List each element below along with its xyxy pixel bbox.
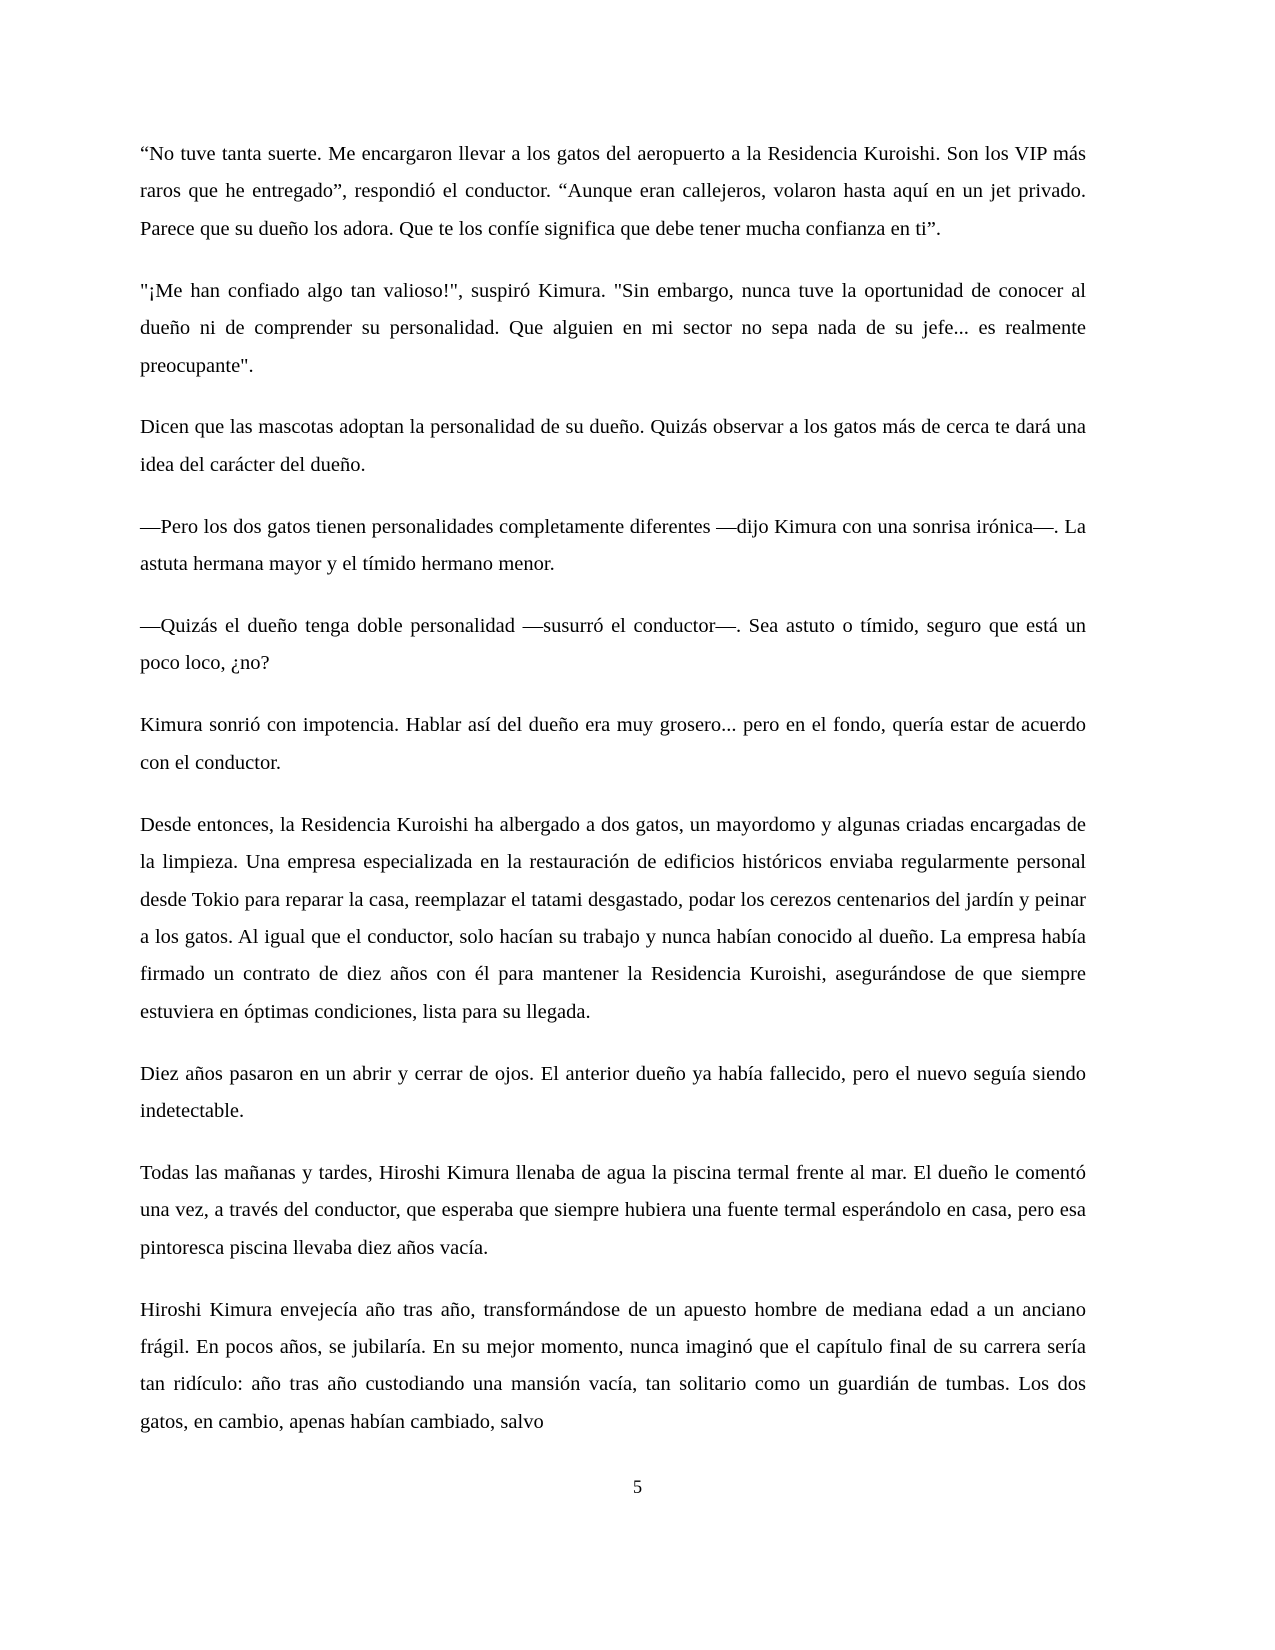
body-paragraph: —Quizás el dueño tenga doble personalidad —susurró el conductor—. Sea astuto o tímido, seguro que está un poco loco, ¿no?	[140, 615, 1086, 675]
body-paragraph: Hiroshi Kimura envejecía año tras año, transformándose de un apuesto hombre de mediana edad a un anciano frágil. En pocos años, se jubilaría. En su mejor momento, nunca imaginó que el capítulo final de su carrera sería tan ridículo: año tras año custodiando una mansión vacía, tan solitario como un guardián de tumbas. Los dos gatos, en cambio, apenas habían cambiado, salvo	[140, 1298, 1086, 1433]
body-paragraph: “No tuve tanta suerte. Me encargaron llevar a los gatos del aeropuerto a la Residencia Kuroishi. Son los VIP más raros que he entregado”, respondió el conductor. “Aunque eran callejeros, volaron hasta aquí en un jet privado. Parece que su dueño los adora. Que te los confíe significa que debe tener mucha confianza en ti”.	[140, 143, 1086, 240]
page-number: 5	[632, 1478, 643, 1498]
body-paragraph: Diez años pasaron en un abrir y cerrar de ojos. El anterior dueño ya había fallecido, pero el nuevo seguía siendo indetectable.	[140, 1062, 1086, 1123]
body-paragraph: —Pero los dos gatos tienen personalidades completamente diferentes —dijo Kimura con una sonrisa irónica—. La astuta hermana mayor y el tímido hermano menor.	[140, 515, 1086, 576]
body-paragraph: "¡Me han confiado algo tan valioso!", suspiró Kimura. "Sin embargo, nunca tuve la oportunidad de conocer al dueño ni de comprender su personalidad. Que alguien en mi sector no sepa nada de su jefe... es realmente preocupante".	[140, 279, 1086, 377]
body-paragraph: Dicen que las mascotas adoptan la personalidad de su dueño. Quizás observar a los gatos más de cerca te dará una idea del carácter del dueño.	[140, 416, 1086, 476]
body-paragraph: Todas las mañanas y tardes, Hiroshi Kimura llenaba de agua la piscina termal frente al mar. El dueño le comentó una vez, a través del conductor, que esperaba que siempre hubiera una fuente termal esperándolo en casa, pero esa pintoresca piscina llevaba diez años vacía.	[140, 1161, 1086, 1259]
page-body-text	[140, 136, 1086, 1441]
body-paragraph: Kimura sonrió con impotencia. Hablar así del dueño era muy grosero... pero en el fondo, quería estar de acuerdo con el conductor.	[140, 714, 1086, 774]
body-paragraph: Desde entonces, la Residencia Kuroishi ha albergado a dos gatos, un mayordomo y algunas criadas encargadas de la limpieza. Una empresa especializada en la restauración de edificios históricos enviaba regularmente personal desde Tokio para reparar la casa, reemplazar el tatami desgastado, podar los cerezos centenarios del jardín y peinar a los gatos. Al igual que el conductor, solo hacían su trabajo y nunca habían conocido al dueño. La empresa había firmado un contrato de diez años con él para mantener la Residencia Kuroishi, asegurándose de que siempre estuviera en óptimas condiciones, lista para su llegada.	[140, 813, 1086, 1023]
